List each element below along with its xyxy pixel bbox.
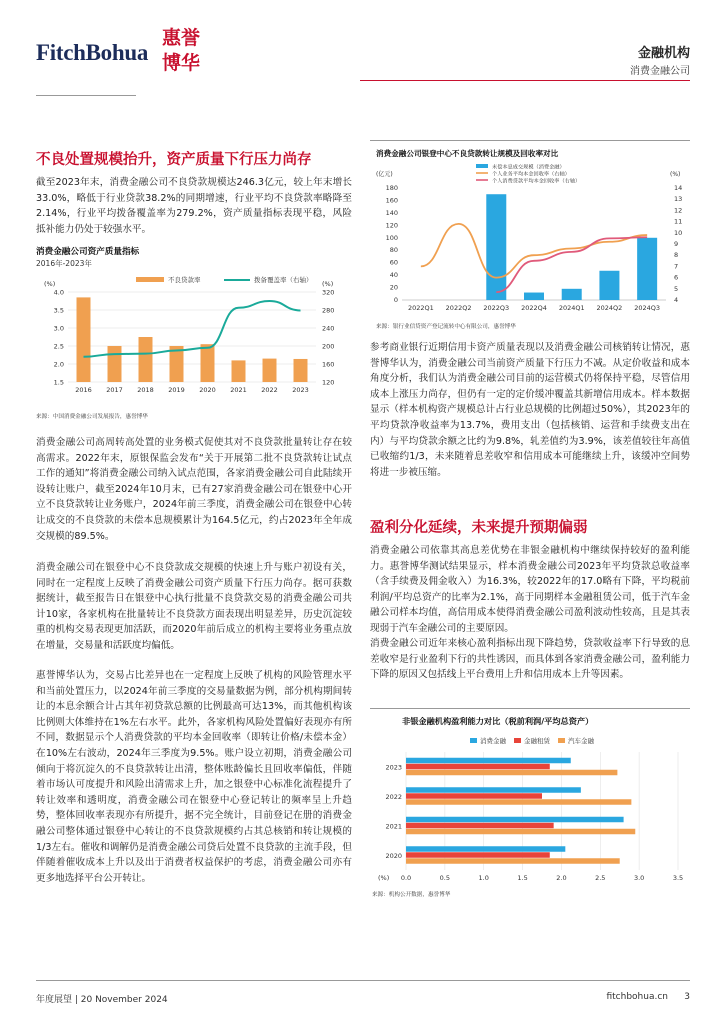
right-tick-label: 7: [674, 262, 679, 271]
x-tick-label: 2018: [137, 386, 154, 394]
logo-wordmark: FitchBohua: [36, 40, 149, 65]
x-tick-label: 2022Q2: [445, 304, 472, 312]
logo-chinese-mark: [148, 26, 214, 82]
bar-npl-ratio-2023: [294, 359, 308, 382]
left-axis-unit: (亿元): [376, 171, 393, 178]
chart1-title: 消费金融公司资产质量指标: [36, 247, 140, 257]
bar-汽车金融-2022: [406, 799, 631, 805]
left-tick-label: 3.5: [53, 306, 64, 315]
bar-npl-ratio-2020: [201, 344, 215, 382]
left-tick-label: 3.0: [53, 324, 64, 333]
axis-unit: (%): [378, 874, 390, 882]
right-tick-label: 200: [322, 342, 335, 351]
chart2-top-rule: [370, 140, 690, 141]
right-tick-label: 10: [674, 228, 683, 237]
legend-swatch-1: [514, 738, 521, 743]
left-tick-label: 0: [393, 296, 398, 304]
chart2-title: 消费金融公司银登中心不良贷款转让规模及回收率对比: [376, 149, 559, 158]
chart-asset-quality: [36, 272, 352, 397]
paragraph-right-3: 消费金融公司近年来核心盈利指标出现下降趋势，贷款收益率下行导致的息差收窄是行业盈利下行的共性诱因，而具体到各家消费金融公司，盈利能力下降的原因又包括线上平台费用上升和信用成本上升等因素。: [370, 638, 690, 681]
paragraph-right-1: 参考商业银行近期信用卡资产质量表现以及消费金融公司核销转让情况，惠誉博华认为，消费金融公司当前资产质量下行压力不减。从定价收益和成本角度分析，我们认为消费金融公司目前的运营模式仍将保持平稳，尽管信用成本上涨压力尚存，但仍有一定的定价缓冲覆盖其新增信用成本。样本数据显示（样本机构资产规模总计占行业总规模的比例超过50%），其2023年的平均贷款净收益率为13.7%，费用支出（包括核销、运营和手续费支出在内）与平均贷款余额之比约为9.8%，轧差值约为3.9%，该差值较往年高值已收缩约1/3，未来随着息差收窄和信用成本可能继续上升，该缓冲空间势将进一步被压缩。: [370, 342, 690, 478]
left-tick-label: 180: [385, 184, 398, 192]
paragraph-npl-4: 惠誉博华认为，交易占比差异也在一定程度上反映了机构的风险管理水平和当前处置压力，以2024年前三季度的交易量数据为例，部分机构期间转让的本息余额合计占其年初贷款总额的比例最高可达13%，而其他机构该比例则大体维持在1%左右水平。此外，各家机构风险处置偏好表现亦有所不同，数据显示个人消费贷款的平均本金回收率（即转让价格/未偿本金）在10%左右波动，2024年三季度为9.5%。账户设立初期，消费金融公司倾向于将沉淀久的不良贷款转让出清，整体账龄偏长且回收率偏低，伴随着市场认可度提升和风险出清需求上升，加之银登中心标准化流程提升了转让效率和透明度，消费金融公司在银登中心登记转让的频率呈上升趋势，整体回收率表现亦有所提升，据不完全统计，目前登记在册的消费金融公司整体通过银登中心转让的不良贷款规模约占其总核销和转让规模的1/3左右。催收和调解仍是消费金融公司贷后处置不良贷款的主流手段，但伴随着催收成本上升以及出于消费者权益保护的考虑，消费金融公司亦有更多地选择平台公开转让。: [36, 670, 352, 884]
bar-消费金融-2022: [406, 787, 581, 793]
line-recovery-2: [496, 237, 647, 292]
bar-汽车金融-2020: [406, 858, 620, 864]
legend-label-npl-ratio: 不良贷款率: [168, 276, 201, 284]
chart-transfer-recovery: [370, 160, 690, 320]
right-tick-label: 5: [674, 284, 679, 293]
x-tick-label: 2024Q1: [558, 304, 585, 312]
legend-label-coverage: 拨备覆盖率（右轴）: [254, 276, 313, 284]
right-tick-label: 14: [674, 184, 683, 192]
x-tick-label: 2022: [261, 386, 278, 394]
x-tick-label: 0.0: [400, 874, 412, 882]
legend-label-0: 消费金融: [480, 737, 506, 745]
left-axis-unit: (%): [44, 280, 56, 288]
paragraph-npl-2: 消费金融公司高周转高处置的业务模式促使其对不良贷款批量转让存在较高需求。2022年末，原银保监会发布“关于开展第二批不良贷款转让试点工作的通知”将消费金融公司纳入试点范围，各家消费金融公司自此陆续开设转让账户，截至2024年10月末，已有27家消费金融公司在银登中心开立不良贷款转让业务账户，2024年前三季度，消费金融公司在银登中心转让成交的不良贷款的未偿本息规模累计为164.5亿元，约占2023年全年成交规模的89.5%。: [36, 437, 352, 542]
logo-cn-line1: 惠誉: [161, 27, 200, 49]
x-tick-label: 2.5: [595, 874, 606, 882]
bar-transfer-volume-2024Q3: [637, 238, 657, 300]
bar-transfer-volume-2022Q3: [486, 194, 506, 300]
left-tick-label: 160: [385, 196, 398, 205]
x-tick-label: 2022Q1: [407, 304, 434, 312]
left-tick-label: 2.5: [53, 342, 64, 351]
x-tick-label: 1.0: [478, 874, 489, 882]
right-tick-label: 13: [674, 195, 683, 204]
right-tick-label: 6: [674, 273, 679, 282]
chart1-subtitle: 2016年-2023年: [36, 259, 92, 268]
y-tick-label: 2020: [385, 851, 402, 860]
bar-npl-ratio-2022: [263, 359, 277, 382]
left-tick-label: 20: [389, 283, 398, 292]
bar-消费金融-2020: [406, 846, 565, 852]
legend-label-2: 个人消费贷款平均本金回收率（右轴）: [492, 178, 581, 185]
right-tick-label: 120: [322, 378, 335, 387]
right-tick-label: 160: [322, 360, 335, 369]
left-tick-label: 100: [385, 233, 398, 242]
x-tick-label: 2024Q2: [596, 304, 623, 312]
left-tick-label: 60: [389, 258, 398, 267]
right-tick-label: 12: [674, 206, 683, 215]
right-tick-label: 280: [322, 306, 335, 315]
legend-swatch-npl-ratio: [136, 277, 164, 282]
y-tick-label: 2022: [385, 792, 402, 801]
x-tick-label: 2017: [106, 386, 123, 394]
bar-npl-ratio-2016: [77, 297, 91, 382]
section-title-profit: 盈利分化延续，未来提升预期偏弱: [370, 520, 588, 536]
legend-label-1: 个人业务平均本金回收率（右轴）: [492, 171, 570, 178]
left-tick-label: 120: [385, 221, 398, 230]
x-tick-label: 2022Q4: [521, 304, 547, 312]
right-tick-label: 8: [674, 251, 679, 260]
header-subcategory: 消费金融公司: [630, 66, 690, 77]
legend-swatch-0: [476, 164, 488, 168]
paragraph-npl-1: 截至2023年末，消费金融公司不良贷款规模达246.3亿元，较上年末增长33.0%，略低于行业贷款38.2%的同期增速，行业平均不良贷款率略降至2.14%，行业平均拨备覆盖率为279.2%，资产质量指标表现平稳，风险抵补能力仍处于较强水平。: [36, 177, 352, 235]
bar-transfer-volume-2024Q1: [562, 289, 582, 300]
x-tick-label: 2016: [75, 386, 92, 394]
left-tick-label: 4.0: [53, 288, 64, 297]
footer-rule: [36, 980, 690, 981]
left-tick-label: 1.5: [53, 378, 64, 387]
x-tick-label: 2019: [168, 386, 185, 394]
header-rule-left: [36, 95, 136, 96]
right-axis-unit: (%): [322, 280, 334, 288]
x-tick-label: 2021: [230, 386, 247, 394]
chart3-top-rule: [370, 708, 690, 709]
line-recovery-1: [421, 224, 647, 278]
x-tick-label: 2023: [292, 386, 309, 394]
bar-汽车金融-2021: [406, 829, 635, 835]
right-tick-label: 240: [322, 324, 335, 333]
x-tick-label: 2.0: [556, 874, 567, 882]
x-tick-label: 3.5: [672, 874, 684, 882]
legend-swatch-2: [558, 738, 565, 743]
header-rule: [360, 80, 690, 81]
paragraph-npl-3: 消费金融公司在银登中心不良贷款成交规模的快速上升与账户初设有关，同时在一定程度上反映了消费金融公司资产质量下行压力尚存。据可获数据统计，截至报告日在银登中心执行批量不良贷款交易的消费金融公司共计10家，各家机构在批量转让不良贷款方面表现出明显差异，历史沉淀较重的机构交易表现更加活跃，而2020年前后成立的机构主要将业务重点放在增量，交易量和活跃度均偏低。: [36, 562, 352, 651]
legend-label-1: 金融租赁: [524, 737, 550, 745]
left-tick-label: 2.0: [53, 360, 64, 369]
x-tick-label: 3.0: [633, 874, 645, 882]
bar-npl-ratio-2021: [232, 360, 246, 382]
bar-npl-ratio-2018: [139, 337, 153, 382]
right-axis-unit: (%): [670, 171, 681, 178]
right-tick-label: 320: [322, 288, 335, 297]
right-tick-label: 4: [674, 296, 679, 304]
paragraph-right-2: 消费金融公司依靠其高息差优势在非银金融机构中继续保持较好的盈利能力。惠誉博华测试结果显示，样本消费金融公司2023年平均贷款总收益率（含手续费及佣金收入）为16.3%，较2022年的17.0略有下降，平均税前利润/平均总资产的比率为2.1%，高于同期样本金融租赁公司，低于汽车金融公司样本均值，高信用成本使得消费金融公司盈利波动性较高，且是其表现弱于汽车金融公司的主要原因。: [370, 545, 690, 634]
right-tick-label: 11: [674, 217, 683, 226]
bar-金融租赁-2022: [406, 793, 542, 799]
bar-transfer-volume-2022Q4: [524, 293, 544, 300]
y-tick-label: 2023: [385, 763, 402, 772]
left-tick-label: 40: [389, 271, 398, 280]
x-tick-label: 2020: [199, 386, 216, 394]
x-tick-label: 1.5: [517, 874, 528, 882]
x-tick-label: 2022Q3: [483, 304, 510, 312]
bar-汽车金融-2023: [406, 770, 617, 776]
bar-金融租赁-2023: [406, 764, 550, 770]
x-tick-label: 0.5: [439, 874, 451, 882]
bar-消费金融-2021: [406, 817, 624, 823]
footer-publication: 年度展望 | 20 November 2024: [36, 995, 168, 1005]
left-tick-label: 80: [389, 246, 398, 255]
bar-金融租赁-2021: [406, 823, 554, 829]
section-title-npl: 不良处置规模抬升，资产质量下行压力尚存: [36, 152, 312, 168]
chart-nonbank-profitability: [370, 730, 690, 890]
logo-cn-line2: 博华: [161, 52, 200, 74]
header-category: 金融机构: [637, 46, 690, 61]
bar-消费金融-2023: [406, 758, 571, 764]
y-tick-label: 2021: [385, 822, 402, 831]
chart1-source: 来源：中国消费金融公司发展报告，惠誉博华: [36, 414, 148, 420]
legend-swatch-0: [470, 738, 477, 743]
bar-金融租赁-2020: [406, 852, 550, 858]
chart3-source: 来源：机构公开数据，惠誉博华: [372, 892, 451, 898]
right-tick-label: 9: [674, 240, 679, 248]
footer-url[interactable]: fitchbohua.cn: [606, 992, 668, 1002]
bar-transfer-volume-2024Q2: [599, 271, 619, 300]
bar-npl-ratio-2017: [108, 346, 122, 382]
page-number: 3: [684, 992, 690, 1002]
left-tick-label: 140: [385, 208, 398, 217]
chart2-source: 来源：银行业信贷资产登记流转中心有限公司，惠誉博华: [376, 324, 516, 330]
x-tick-label: 2024Q3: [634, 304, 661, 312]
chart3-title: 非银金融机构盈利能力对比（税前利润/平均总资产）: [402, 716, 594, 726]
legend-label-0: 未偿本息成交规模（消费金融）: [492, 164, 565, 171]
legend-label-2: 汽车金融: [568, 737, 594, 745]
